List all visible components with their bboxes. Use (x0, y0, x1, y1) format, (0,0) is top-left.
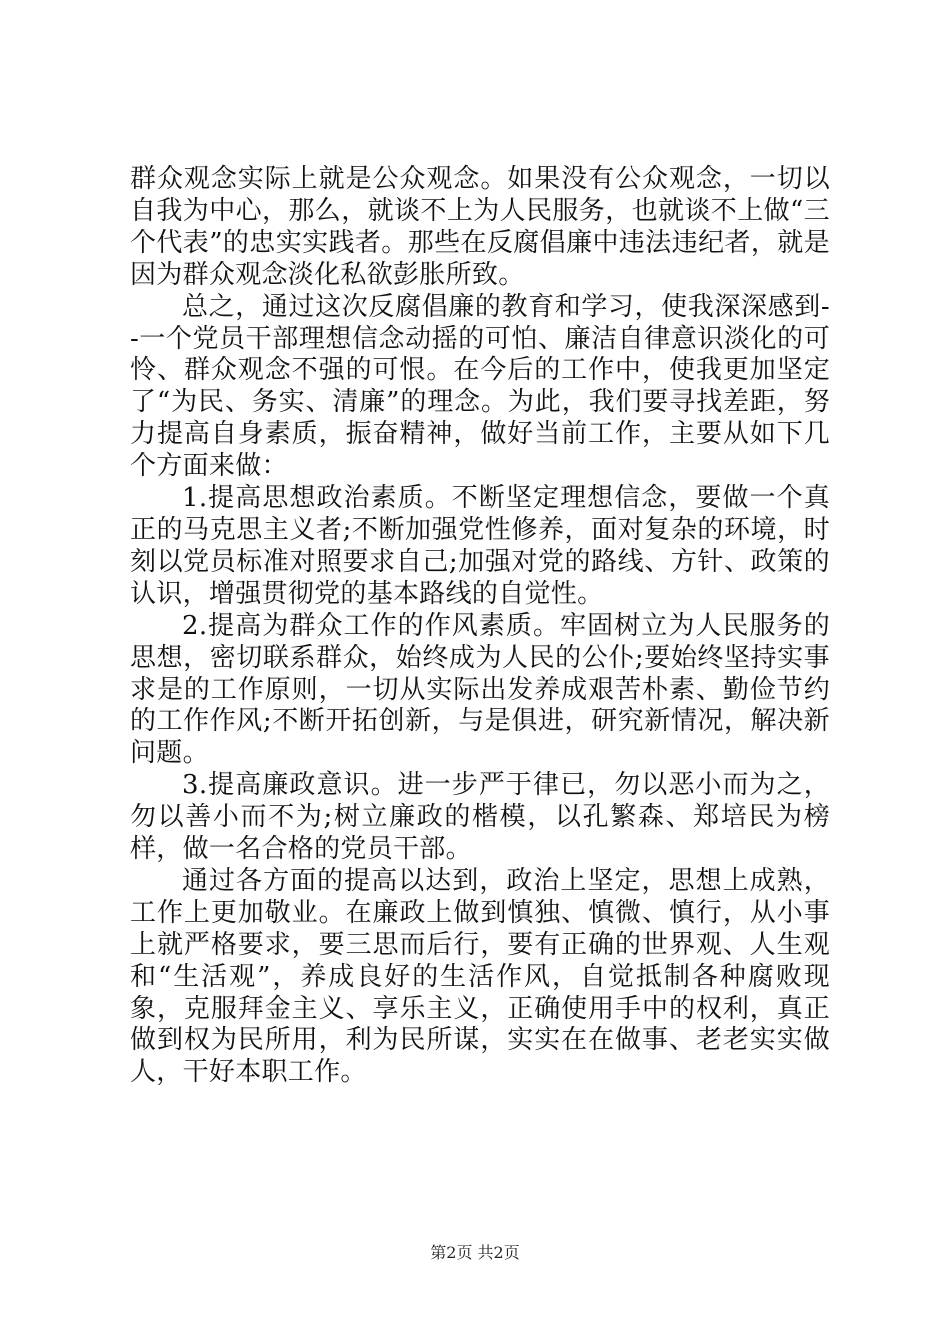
paragraph-3: 1.提高思想政治素质。不断坚定理想信念，要做一个真正的马克思主义者;不断加强党性修养，面对复杂的环境，时刻以党员标准对照要求自己;加强对党的路线、方针、政策的认识，增强贯彻党的基本路线的自觉性。 (130, 483, 830, 609)
paragraph-6: 通过各方面的提高以达到，政治上坚定，思想上成熟，工作上更加敬业。在廉政上做到慎独、慎微、慎行，从小事上就严格要求，要三思而后行，要有正确的世界观、人生观和“生活观”，养成良好的生活作风，自觉抵制各种腐败现象，克服拜金主义、享乐主义，正确使用手中的权利，真正做到权为民所用，利为民所谋，实实在在做事、老老实实做人，干好本职工作。 (130, 865, 830, 1088)
page-footer: 第2页 共2页 (430, 1243, 520, 1262)
paragraph-1: 群众观念实际上就是公众观念。如果没有公众观念，一切以自我为中心，那么，就谈不上为人民服务，也就谈不上做“三个代表”的忠实实践者。那些在反腐倡廉中违法违纪者，就是因为群众观念淡化私欲彭胀所致。 (130, 164, 830, 290)
document-body (130, 164, 830, 1089)
paragraph-2: 总之，通过这次反腐倡廉的教育和学习，使我深深感到--一个党员干部理想信念动摇的可怕、廉洁自律意识淡化的可怜、群众观念不强的可恨。在今后的工作中，使我更加坚定了“为民、务实、清廉”的理念。为此，我们要寻找差距，努力提高自身素质，振奋精神，做好当前工作，主要从如下几个方面来做： (130, 291, 830, 482)
paragraph-5: 3.提高廉政意识。进一步严于律已，勿以恶小而为之，勿以善小而不为;树立廉政的楷模，以孔繁森、郑培民为榜样，做一名合格的党员干部。 (130, 770, 830, 865)
paragraph-4: 2.提高为群众工作的作风素质。牢固树立为人民服务的思想，密切联系群众，始终成为人民的公仆;要始终坚持实事求是的工作原则，一切从实际出发养成艰苦朴素、勤俭节约的工作作风;不断开拓创新，与是俱进，研究新情况，解决新问题。 (130, 610, 830, 769)
